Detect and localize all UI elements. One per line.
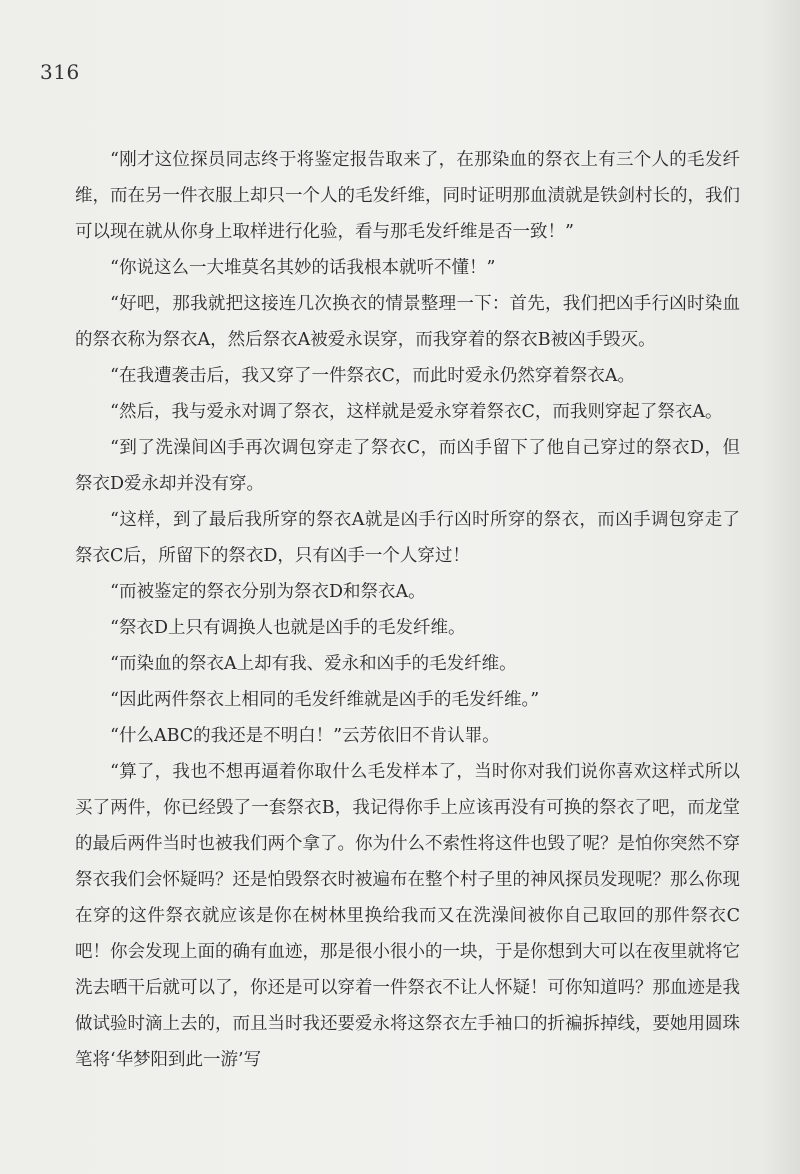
paragraph-4: “在我遭袭击后，我又穿了一件祭衣C，而此时爱永仍然穿着祭衣A。: [110, 366, 635, 386]
paragraph-5: “然后，我与爱永对调了祭衣，这样就是爱永穿着祭衣C，而我则穿起了祭衣A。: [110, 402, 723, 422]
paragraph-6: “到了洗澡间凶手再次调包穿走了祭衣C，而凶手留下了他自己穿过的祭衣D，但祭衣D爱永却并没有穿。: [75, 438, 740, 494]
paragraph-12: “什么ABC的我还是不明白！”云芳依旧不肯认罪。: [110, 726, 500, 746]
paragraph-3: “好吧，那我就把这接连几次换衣的情景整理一下：首先，我们把凶手行凶时染血的祭衣称为祭衣A，然后祭衣A被爱永误穿，而我穿着的祭衣B被凶手毁灭。: [75, 294, 740, 350]
paragraph-10: “而染血的祭衣A上却有我、爱永和凶手的毛发纤维。: [110, 654, 517, 674]
body-text: [75, 142, 740, 1078]
paragraph-7: “这样，到了最后我所穿的祭衣A就是凶手行凶时所穿的祭衣，而凶手调包穿走了祭衣C后，所留下的祭衣D，只有凶手一个人穿过！: [75, 510, 740, 566]
paragraph-11: “因此两件祭衣上相同的毛发纤维就是凶手的毛发纤维。”: [110, 690, 540, 710]
paragraph-9: “祭衣D上只有调换人也就是凶手的毛发纤维。: [110, 618, 466, 638]
paragraph-8: “而被鉴定的祭衣分别为祭衣D和祭衣A。: [110, 582, 426, 602]
paragraph-13: “算了，我也不想再逼着你取什么毛发样本了，当时你对我们说你喜欢这样式所以买了两件，你已经毁了一套祭衣B，我记得你手上应该再没有可换的祭衣了吧，而龙堂的最后两件当时也被我们两个拿了。你为什么不索性将这件也毁了呢？是怕你突然不穿祭衣我们会怀疑吗？还是怕毁祭衣时被遍布在整个村子里的神风探员发现呢？那么你现在穿的这件祭衣就应该是你在树林里换给我而又在洗澡间被你自己取回的那件祭衣C吧！你会发现上面的确有血迹，那是很小很小的一块，于是你想到大可以在夜里就将它洗去晒干后就可以了，你还是可以穿着一件祭衣不让人怀疑！可你知道吗？那血迹是我做试验时滴上去的，而且当时我还要爱永将这祭衣左手袖口的折褊拆掉线，要她用圆珠笔将‘华梦阳到此一游’写: [75, 762, 740, 1070]
paragraph-2: “你说这么一大堆莫名其妙的话我根本就听不懂！”: [110, 258, 496, 278]
page-number: 316: [40, 60, 80, 84]
page-edge-shadow: [760, 0, 800, 1174]
paragraph-1: “刚才这位探员同志终于将鉴定报告取来了，在那染血的祭衣上有三个人的毛发纤维，而在另一件衣服上却只一个人的毛发纤维，同时证明那血渍就是铁剑村长的，我们可以现在就从你身上取样进行化验，看与那毛发纤维是否一致！”: [75, 150, 740, 242]
